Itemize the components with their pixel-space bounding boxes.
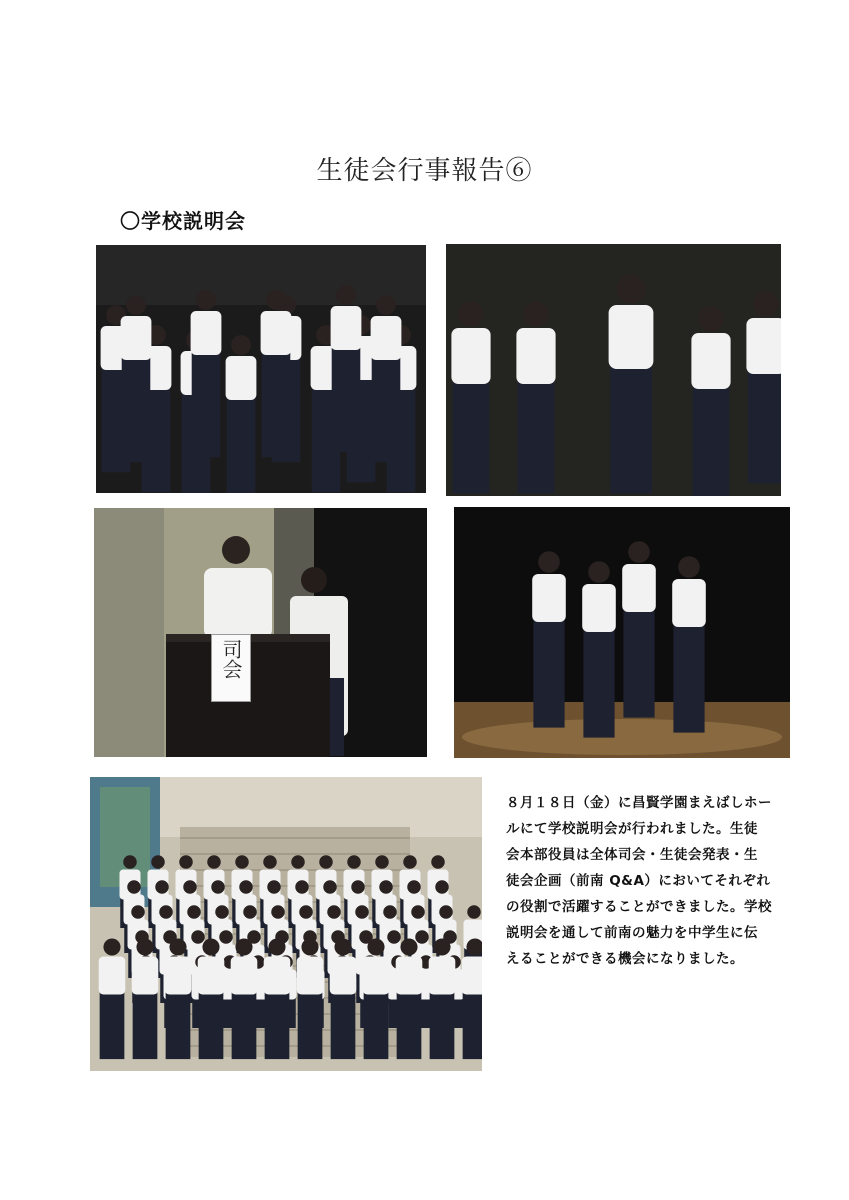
report-line: 徒会企画（前南 Q&A）においてそれぞれ <box>506 873 771 889</box>
report-line: ８月１８日（金）に昌賢学園まえばしホー <box>506 795 772 811</box>
photo-group-stairs <box>90 777 482 1071</box>
report-line: ルにて学校説明会が行われました。生徒 <box>506 821 758 837</box>
page-title: 生徒会行事報告⑥ <box>316 156 533 186</box>
report-line: 会本部役員は全体司会・生徒会発表・生 <box>506 847 758 863</box>
report-line: 説明会を通して前南の魅力を中学生に伝 <box>506 925 758 941</box>
report-text <box>506 790 772 972</box>
photo-stage-speaker <box>96 245 426 493</box>
emcee-sign-text: 司会 <box>219 639 243 679</box>
section-heading: 〇学校説明会 <box>120 209 246 233</box>
photo-stage-presentation <box>454 507 790 758</box>
photo-podium-emcees <box>94 508 427 757</box>
report-line: えることができる機会になりました。 <box>506 951 744 967</box>
emcee-sign <box>211 634 251 702</box>
photo-stage-student-speaking <box>446 244 781 496</box>
report-line: の役割で活躍することができました。学校 <box>506 899 772 915</box>
